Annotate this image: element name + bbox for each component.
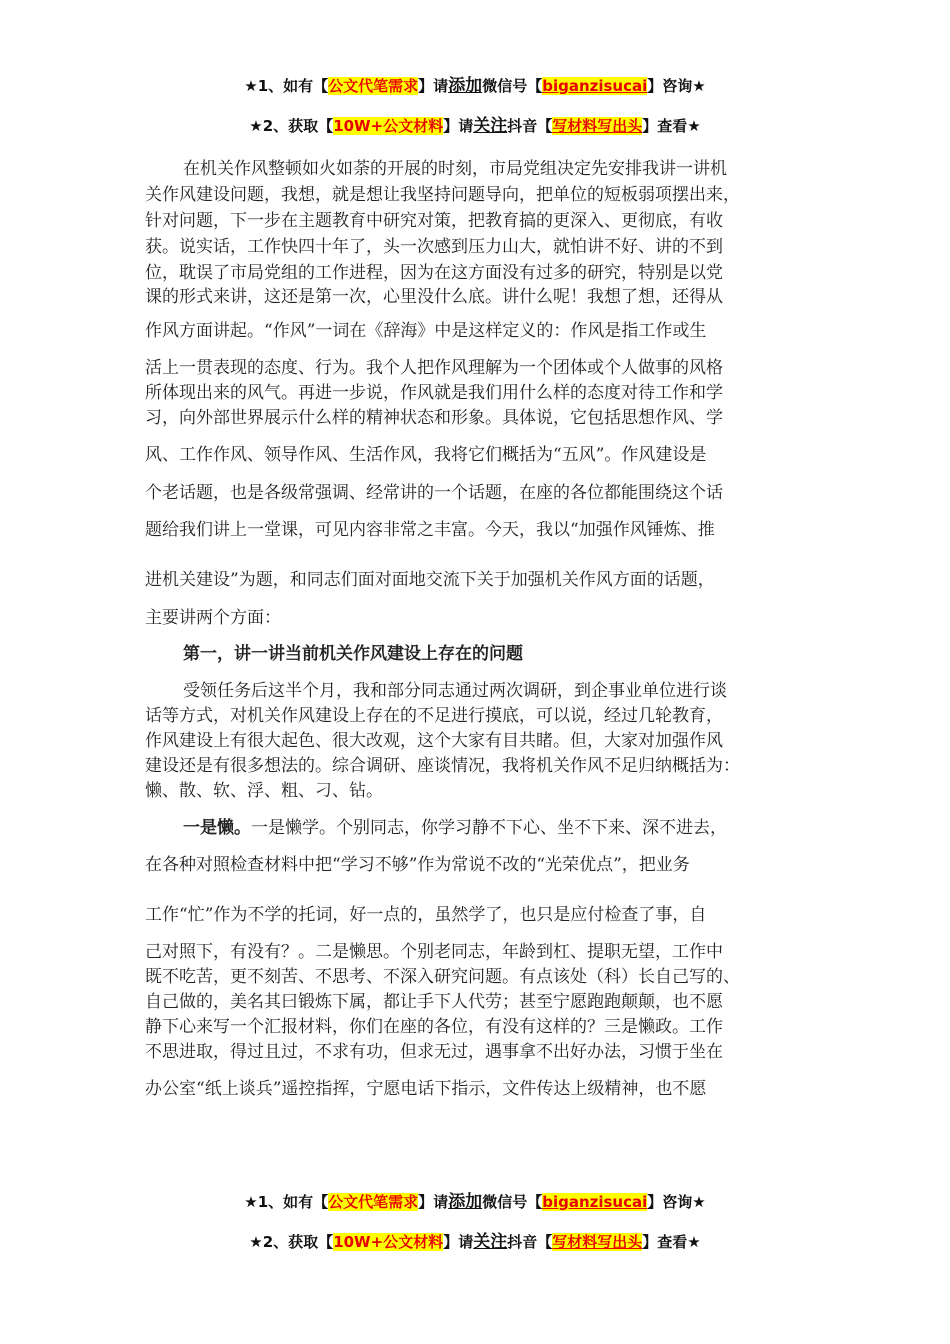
footer-banner-line2 (0, 1227, 950, 1252)
emphasis-text: 关注 (473, 116, 508, 136)
body-line: 课的形式来讲，这还是第一次，心里没什么底。讲什么呢！我想了想，还得从 (145, 287, 723, 307)
subheading-lazy: 一是懒。 (183, 818, 251, 838)
body-line: 在机关作风整顿如火如荼的开展的时刻，市局党组决定先安排我讲一讲机 (183, 159, 727, 179)
banner-text: 】咨询★ (647, 77, 706, 95)
body-line: 题给我们讲上一堂课，可见内容非常之丰富。今天，我以“加强作风锤炼、推 (145, 520, 715, 540)
body-line: 习，向外部世界展示什么样的精神状态和形象。具体说，它包括思想作风、学 (145, 408, 723, 428)
body-line: 针对问题，下一步在主题教育中研究对策，把教育搞的更深入、更彻底，有收 (145, 211, 723, 231)
body-line: 受领任务后这半个月，我和部分同志通过两次调研，到企事业单位进行谈 (183, 681, 727, 701)
body-line: 自己做的，美名其曰锻炼下属，都让手下人代劳；甚至宁愿跑跑颠颠，也不愿 (145, 992, 723, 1012)
banner-text: ★2、获取【 (249, 1233, 334, 1251)
wechat-id: biganzisucai (542, 77, 648, 95)
section-heading: 第一，讲一讲当前机关作风建设上存在的问题 (183, 644, 523, 664)
highlight-text: 10W+公文材料 (333, 117, 444, 135)
banner-text: 微信号【 (482, 1193, 543, 1211)
douyin-id: 写材料写出头 (552, 1233, 643, 1251)
header-banner-line1 (0, 71, 950, 96)
emphasis-text: 添加 (448, 1192, 483, 1212)
banner-text: 】请 (418, 1193, 449, 1211)
body-line: 活上一贯表现的态度、行为。我个人把作风理解为一个团体或个人做事的风格 (145, 358, 723, 378)
body-line: 办公室“纸上谈兵”遥控指挥，宁愿电话下指示，文件传达上级精神，也不愿 (145, 1079, 707, 1099)
body-line: 静下心来写一个汇报材料，你们在座的各位，有没有这样的？三是懒政。工作 (145, 1017, 723, 1037)
body-line: 关作风建设问题，我想，就是想让我坚持问题导向，把单位的短板弱项摆出来， (145, 185, 740, 205)
banner-text: 】查看★ (642, 1233, 701, 1251)
body-line-rest: 一是懒学。个别同志，你学习静不下心、坐不下来、深不进去， (251, 818, 727, 838)
body-line: 懒、散、软、浮、粗、刁、钻。 (145, 781, 383, 801)
body-line: 风、工作作风、领导作风、生活作风，我将它们概括为“五风”。作风建设是 (145, 445, 707, 465)
banner-text: 】请 (443, 117, 474, 135)
body-line: 在各种对照检查材料中把“学习不够”作为常说不改的“光荣优点”，把业务 (145, 855, 690, 875)
body-line: 位，耽误了市局党组的工作进程，因为在这方面没有过多的研究，特别是以党 (145, 263, 723, 283)
body-line: 建设还是有很多想法的。综合调研、座谈情况，我将机关作风不足归纳概括为： (145, 756, 740, 776)
highlight-text: 10W+公文材料 (333, 1233, 444, 1251)
body-line: 话等方式，对机关作风建设上存在的不足进行摸底，可以说，经过几轮教育， (145, 706, 723, 726)
highlight-text: 公文代笔需求 (328, 77, 419, 95)
highlight-text: 公文代笔需求 (328, 1193, 419, 1211)
body-line: 不思进取，得过且过，不求有功，但求无过，遇事拿不出好办法，习惯于坐在 (145, 1042, 723, 1062)
wechat-id: biganzisucai (542, 1193, 648, 1211)
body-line: 获。说实话，工作快四十年了，头一次感到压力山大，就怕讲不好、讲的不到 (145, 237, 723, 257)
banner-text: 】请 (418, 77, 449, 95)
douyin-id: 写材料写出头 (552, 117, 643, 135)
body-line: 作风建设上有很大起色、很大改观，这个大家有目共睹。但，大家对加强作风 (145, 731, 723, 751)
header-banner-line2 (0, 111, 950, 136)
body-line: 己对照下，有没有？。二是懒思。个别老同志，年龄到杠、提职无望，工作中 (145, 942, 723, 962)
footer-banner-line1 (0, 1187, 950, 1212)
banner-text: ★1、如有【 (244, 77, 329, 95)
banner-text: ★1、如有【 (244, 1193, 329, 1211)
body-line: 作风方面讲起。“作风”一词在《辞海》中是这样定义的：作风是指工作或生 (145, 321, 707, 341)
banner-text: 】咨询★ (647, 1193, 706, 1211)
banner-text: 】请 (443, 1233, 474, 1251)
body-line: 既不吃苦，更不刻苦、不思考、不深入研究问题。有点该处（科）长自己写的、 (145, 967, 740, 987)
body-line: 主要讲两个方面： (145, 608, 281, 628)
body-line: 工作“忙”作为不学的托词，好一点的，虽然学了，也只是应付检查了事，自 (145, 905, 707, 925)
emphasis-text: 关注 (473, 1232, 508, 1252)
body-line (183, 817, 727, 839)
body-line: 所体现出来的风气。再进一步说，作风就是我们用什么样的态度对待工作和学 (145, 383, 723, 403)
banner-text: ★2、获取【 (249, 117, 334, 135)
banner-text: 抖音【 (507, 117, 553, 135)
body-line: 个老话题，也是各级常强调、经常讲的一个话题，在座的各位都能围绕这个话 (145, 483, 723, 503)
body-line: 进机关建设”为题，和同志们面对面地交流下关于加强机关作风方面的话题， (145, 570, 715, 590)
banner-text: 】查看★ (642, 117, 701, 135)
banner-text: 抖音【 (507, 1233, 553, 1251)
emphasis-text: 添加 (448, 76, 483, 96)
banner-text: 微信号【 (482, 77, 543, 95)
